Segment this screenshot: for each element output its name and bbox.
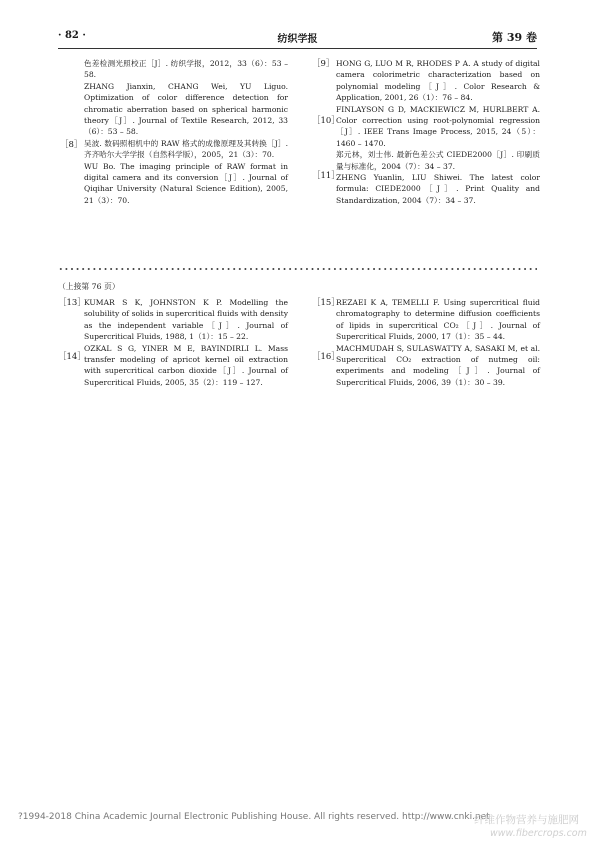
ref-8-number: ［8］ [60,140,83,150]
ref-16-number: ［16］ [312,352,340,362]
page-header [58,30,537,50]
ref-14: OZKAL S G, YINER M E, BAYINDIRLI L. Mass transfer modeling of apricot kernel oil extraction with supercritical carbon dioxide［J］. Journal of Supercritical Fluids, 2005, 35（2）：119 – 127. [84,343,288,387]
ref-9: HONG G, LUO M R, RHODES P A. A study of digital camera colorimetric characterization based on polynomial modeling［J］. Color Research & Application, 2001, 26（1）：76 – 84. [336,59,540,103]
journal-title: 纺织学报 [277,34,318,45]
ref-14-number: ［14］ [58,352,86,362]
ref-8-zh: 吴波. 数码照相机中的 RAW 格式的成像原理及其转换［J］. 齐齐哈尔大学学报（自然科学版），2005，21（3）：70. [84,138,288,160]
top-left-column [84,58,288,206]
ref-15-number: ［15］ [312,298,340,308]
section-divider [58,266,537,272]
ref-11-number: ［11］ [312,171,340,181]
header-rule [58,48,537,49]
ref-11-en: ZHENG Yuanlin, LIU Shiwei. The latest color formula: CIEDE2000［J］. Print Quality and Standardization, 2004（7）：34 – 37. [336,173,540,205]
ref-11-zh: 郑元林，刘士伟. 最新色差公式 CIEDE2000［J］. 印刷质量与标准化，2004（7）：34 – 37. [336,150,540,171]
page-number: · 82 · [58,30,86,41]
volume-label: 第 39 卷 [492,31,537,44]
ref-7-tail-zh: 色差检测光照校正［J］. 纺织学报，2012，33（6）：53 – 58. [84,59,288,80]
bottom-right-column [336,297,540,388]
ref-7-en: ZHANG Jianxin, CHANG Wei, YU Liguo. Optimization of color difference detection for chromatic aberration based on spherical harmonic theory［J］. Journal of Textile Research, 2012, 33（6）：53 – 58. [84,81,288,137]
ref-13-number: ［13］ [58,298,86,308]
ref-15: REZAEI K A, TEMELLI F. Using supercritical fluid chromatography to determine diffusion coefficients of lipids in supercritical CO₂［J］. Journal of Supercritical Fluids, 2000, 17（1）：35 – 44. [336,298,540,342]
continued-label: （上接第 76 页） [58,282,120,291]
ref-16: MACHMUDAH S, SULASWATTY A, SASAKI M, et al. Supercritical CO₂ extraction of nutmeg oil: experiments and modeling［J］. Journal of Supercritical Fluids, 2006, 39（1）：30 – 39. [336,343,540,387]
copyright-footer: ?1994-2018 China Academic Journal Electronic Publishing House. All rights reserved. http://www.cnki.net [18,812,490,822]
ref-10-number: ［10］ [312,116,340,126]
ref-10: FINLAYSON G D, MACKIEWICZ M, HURLBERT A. Color correction using root-polynomial regression［J］. IEEE Trans Image Process, 2015, 24（5）：1460 – 1470. [336,104,540,148]
bottom-left-column [84,297,288,388]
ref-8-en: WU Bo. The imaging principle of RAW format in digital camera and its conversion［J］. Journal of Qiqihar University (Natural Science Edition), 2005, 21（3）：70. [84,161,288,205]
ref-9-number: ［9］ [312,59,335,69]
watermark-url: www.fibercrops.com [490,828,587,839]
watermark-text: 纤维作物营养与施肥网 [474,814,579,826]
top-right-column [336,58,540,206]
ref-13: KUMAR S K, JOHNSTON K P. Modelling the solubility of solids in supercritical fluids with density as the independent variable［J］. Journal of Supercritical Fluids, 1988, 1（1）：15 – 22. [84,298,288,342]
